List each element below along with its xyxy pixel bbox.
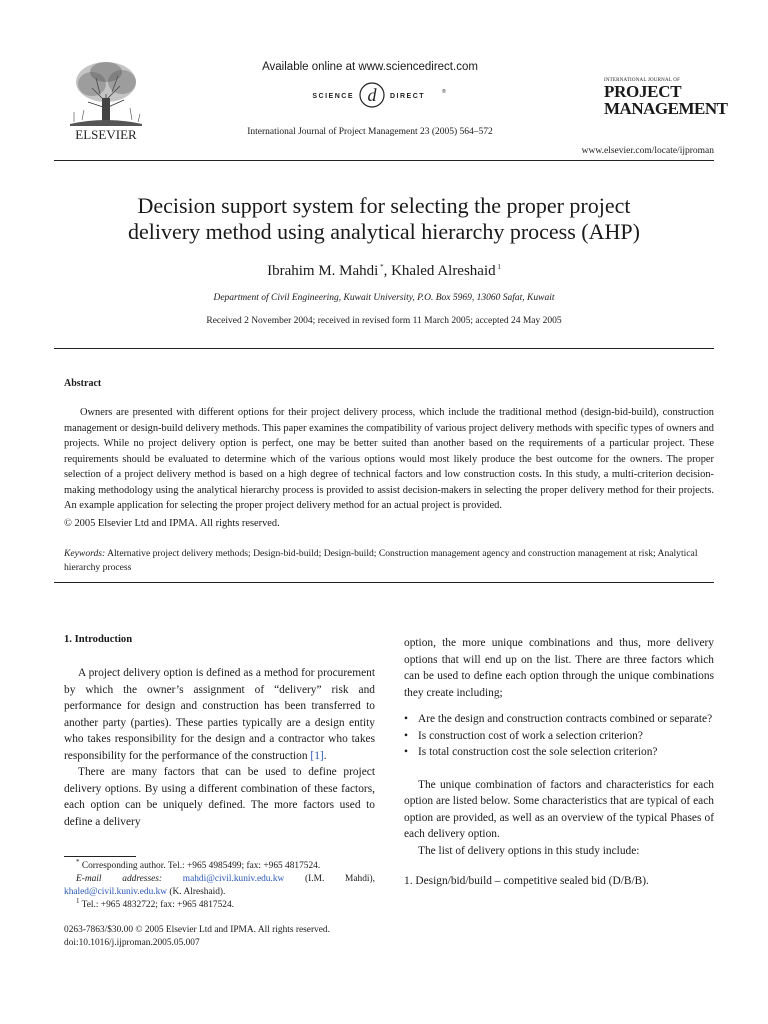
list-item-text: Are the design and construction contracts combined or separate?: [418, 713, 713, 725]
journal-logo: [604, 78, 728, 126]
journal-url[interactable]: www.elsevier.com/locate/ijproman: [581, 146, 714, 156]
section-heading-introduction: 1. Introduction: [64, 634, 133, 645]
author-list: [0, 263, 768, 280]
bullet-icon: •: [404, 713, 408, 725]
journal-citation: International Journal of Project Management 23 (2005) 564–572: [247, 127, 493, 137]
sd-logo-left: SCIENCE: [312, 93, 354, 100]
journal-logo-line1: PROJECT: [604, 82, 682, 101]
email-link[interactable]: khaled@civil.kuniv.edu.kw: [64, 887, 168, 897]
paragraph: The unique combination of factors and characteristics for each option are listed below. Some characteristics that are typical of each option are provided, as well as an overview of the typical Phases of each delivery option.: [404, 778, 714, 840]
author-2[interactable]: Khaled Alreshaid: [391, 263, 496, 279]
delivery-option-item: 1. Design/bid/build – competitive sealed bid (D/B/B).: [404, 875, 649, 887]
sciencedirect-logo: [300, 79, 460, 109]
abstract-divider: [54, 582, 714, 583]
publication-info: [64, 924, 330, 950]
title-divider: [54, 348, 714, 349]
svg-text:d: d: [367, 85, 377, 105]
sd-registered-mark: ®: [442, 89, 446, 95]
available-online-text: Available online at www.sciencedirect.com: [262, 61, 478, 73]
article-title: [60, 193, 708, 245]
journal-logo-subtitle: INTERNATIONAL JOURNAL OF: [604, 78, 681, 83]
footnote-corresponding: [64, 857, 375, 873]
paragraph: [64, 665, 375, 764]
paragraph: There are many factors that can be used to define project delivery options. By using a different combination of these factors, each option can be uniquely defined. The more factors used to define a delivery: [64, 766, 375, 828]
issn-line: 0263-7863/$30.00 © 2005 Elsevier Ltd and IPMA. All rights reserved.: [64, 925, 330, 935]
email-owner: (K. Alreshaid).: [167, 887, 226, 897]
doi-line[interactable]: doi:10.1016/j.ijproman.2005.05.007: [64, 938, 200, 948]
list-item-text: Is total construction cost the sole selection criterion?: [418, 746, 658, 758]
footnote-mark: *: [76, 857, 80, 866]
affiliation: Department of Civil Engineering, Kuwait University, P.O. Box 5969, 13060 Safat, Kuwait: [213, 293, 555, 303]
footnote-tel: [64, 896, 375, 912]
author-1-mark[interactable]: *: [380, 263, 384, 271]
author-2-mark[interactable]: 1: [497, 263, 501, 271]
citation-link[interactable]: [1]: [310, 749, 324, 762]
keywords: [64, 547, 714, 574]
sd-logo-right: DIRECT: [390, 93, 426, 100]
footnote-text: Tel.: +965 4832722; fax: +965 4817524.: [79, 900, 235, 910]
paragraph: The list of delivery options in this study include:: [418, 844, 640, 857]
header-divider: [54, 160, 714, 161]
received-dates: Received 2 November 2004; received in revised form 11 March 2005; accepted 24 May 2005: [206, 316, 562, 326]
author-1[interactable]: Ibrahim M. Mahdi: [267, 263, 379, 279]
paragraph: option, the more unique combinations and thus, more delivery options that will end up on the list. There are three factors which can be used to define each option through the unique combinations they create including;: [404, 637, 714, 699]
list-item: [404, 744, 714, 761]
footnotes: [64, 857, 375, 912]
title-line-1: Decision support system for selecting the proper project: [137, 193, 631, 218]
paragraph-text: A project delivery option is defined as a method for procurement by which the owner’s assignment of “delivery” risk and performance for design and construction has been transferred to another party (parties). These parties typically are a design entity who takes responsibility for the design and a contractor who takes responsibility for the performance of the construction: [64, 667, 375, 762]
paragraph-end: .: [323, 749, 327, 762]
footnote-text: Corresponding author. Tel.: +965 4985499; fax: +965 4817524.: [79, 861, 321, 871]
bullet-icon: •: [404, 746, 408, 758]
title-line-2: delivery method using analytical hierarchy process (AHP): [128, 219, 640, 244]
bullet-icon: •: [404, 729, 408, 742]
list-item: [404, 711, 714, 728]
footnote-emails: [64, 873, 375, 899]
email-label: E-mail addresses:: [76, 874, 163, 884]
email-link[interactable]: mahdi@civil.kuniv.edu.kw: [182, 874, 285, 884]
right-column: [404, 635, 714, 890]
author-separator: ,: [383, 263, 392, 279]
list-item-text: Is construction cost of work a selection criterion?: [418, 729, 643, 742]
abstract-body: Owners are presented with different options for their project delivery process, which include the traditional method (design-bid-build), construction management or design-build delivery methods. This paper examines the compatibility of various project delivery methods with specific types of owners and projects. While no project delivery option is perfect, one may be better suited than another based on the requirements of a particular project. These requirements should be evaluated to determine which of the various options would most likely produce the best outcome for the owners. The proper selection of a project delivery method is based on a high degree of technical factors and low construction costs. In this study, a multi-criterion decision-making methodology using the analytical hierarchy process is provided to assist decision-makers in selecting the proper delivery method for their projects. An example application for selecting the proper project delivery method for an actual project is provided.: [64, 407, 714, 511]
footnote-mark: 1: [76, 896, 80, 905]
footnote-divider: [64, 856, 136, 857]
publisher-name: ELSEVIER: [75, 127, 137, 142]
left-column: [64, 665, 375, 830]
abstract-heading: Abstract: [64, 378, 102, 389]
abstract-copyright: © 2005 Elsevier Ltd and IPMA. All rights reserved.: [64, 518, 280, 529]
email-owner: (I.M. Mahdi),: [284, 874, 375, 884]
journal-logo-line2: MANAGEMENT: [604, 99, 728, 118]
keywords-list: Alternative project delivery methods; Design-bid-build; Design-build; Construction management agency and construction management at risk; Analytical hierarchy process: [64, 548, 698, 573]
keywords-label: Keywords:: [64, 548, 106, 559]
bullet-list: [404, 711, 714, 761]
list-item: [404, 728, 714, 745]
